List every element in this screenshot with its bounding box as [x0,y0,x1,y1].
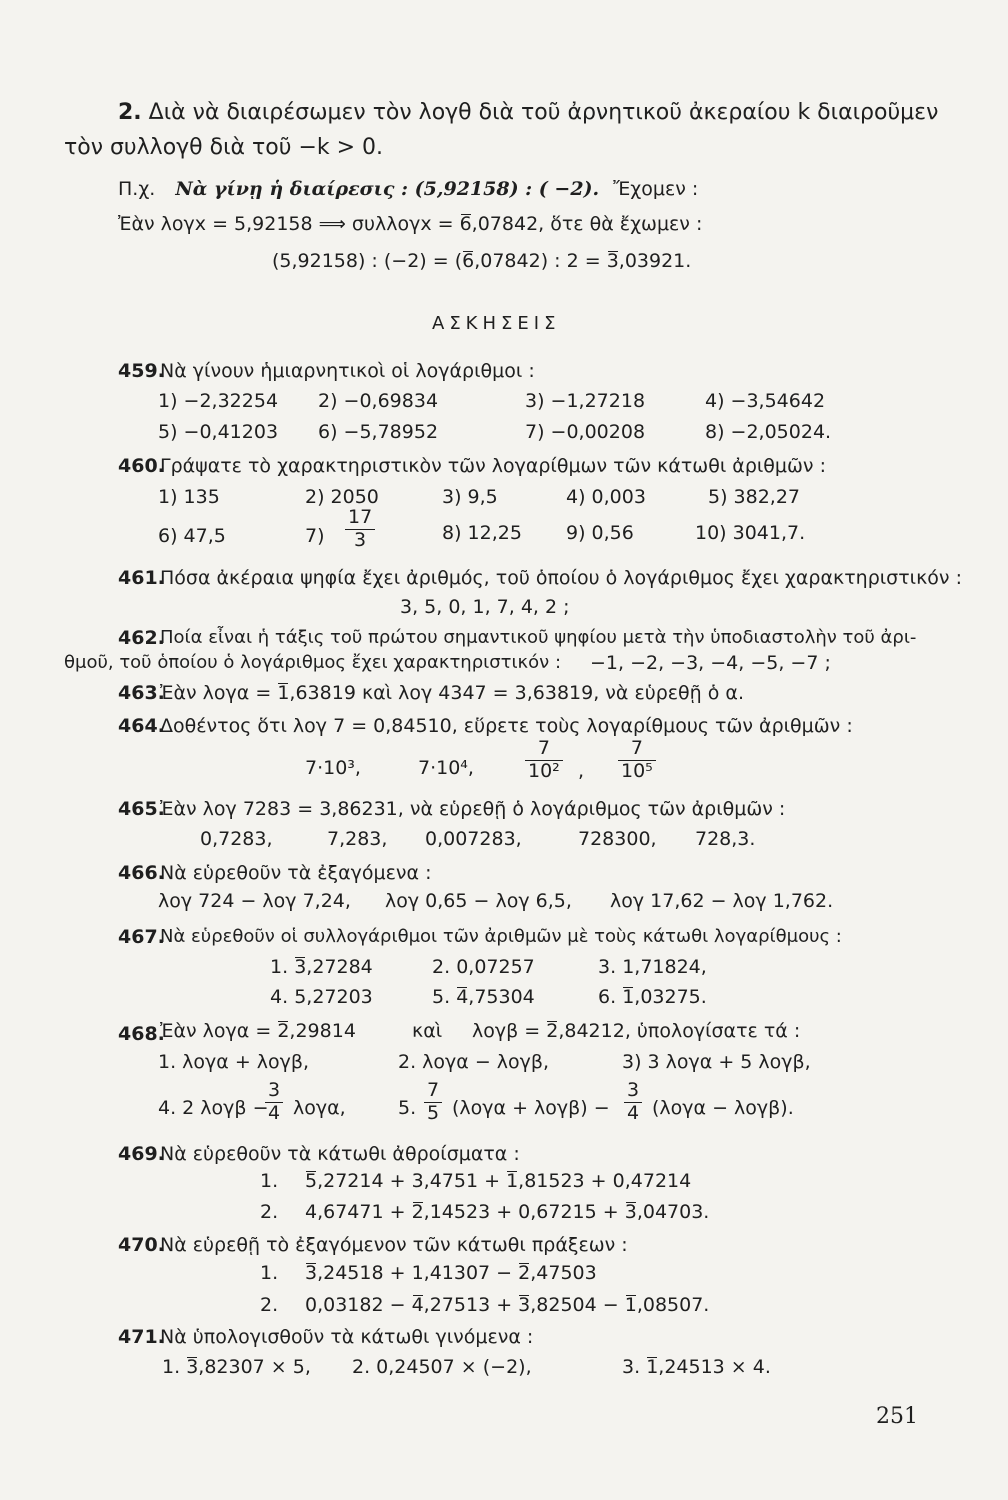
value: 3, 5, 0, 1, 7, 4, 2 ; [400,596,570,618]
exercise-text: Νὰ ὑπολογισθοῦν τὰ κάτωθι γινόμενα : [160,1326,534,1348]
value: λογ 724 − λογ 7,24, [158,890,351,912]
exercise-text: Ποία εἶναι ἡ τάξις τοῦ πρώτου σημαντικοῦ ψηφίου μετὰ τὴν ὑποδιαστολὴν τοῦ ἀρι- [160,627,917,648]
value: 7) −0,00208 [525,421,646,443]
example-header: Π.χ. Νὰ γίνῃ ἡ διαίρεσις : (5,92158) : ( −2). Ἔχομεν : [118,178,699,200]
example-line-1: Ἐὰν λογx = 5,92158 ⟹ συλλογx = 6,07842, ὅτε θὰ ἔχωμεν : [118,213,703,235]
example-line-2: (5,92158) : (−2) = (6,07842) : 2 = 3,03921. [272,250,692,272]
value: 728300, [578,828,657,850]
exercise-number: 464. [118,715,165,737]
value: 2. λογα − λογβ, [398,1051,550,1073]
value: 8) 12,25 [442,522,522,544]
value: 3. 1,71824, [598,956,707,978]
value: 0,03182 − 4,27513 + 3,82504 − 1,08507. [305,1294,710,1316]
value: 4) 0,003 [566,486,646,508]
value: 3) −1,27218 [525,390,646,412]
value: 0,7283, [200,828,273,850]
value: 5. [398,1097,417,1119]
exercise-number: 460. [118,455,165,477]
value: 5,27214 + 3,4751 + 1,81523 + 0,47214 [305,1170,692,1192]
exercise-number: 465. [118,798,165,820]
value: 6. 1,03275. [598,986,707,1008]
page-number: 251 [876,1404,918,1429]
exercise-text: Ἐὰν λογα = 1,63819 καὶ λογ 4347 = 3,63819, νὰ εὑρεθῇ ὁ α. [160,682,744,704]
value: 3) 3 λογα + 5 λογβ, [622,1051,811,1073]
value: 0,007283, [425,828,522,850]
exercise-text: Ἐὰν λογ 7283 = 3,86231, νὰ εὑρεθῇ ὁ λογάριθμος τῶν ἀριθμῶν : [160,798,786,820]
fraction: 3 4 [265,1080,283,1125]
value: 2. 0,24507 × (−2), [352,1356,532,1378]
value: 6) 47,5 [158,525,226,547]
value: 4,67471 + 2,14523 + 0,67215 + 3,04703. [305,1201,710,1223]
value: 1) 135 [158,486,220,508]
fraction: 7 10² [525,738,563,783]
value: 2. [260,1294,279,1316]
exercise-text: Γράψατε τὸ χαρακτηριστικὸν τῶν λογαρίθμων τῶν κάτωθι ἀριθμῶν : [160,455,826,477]
exercise-text: καὶ [412,1020,443,1042]
value: 1. 3,82307 × 5, [162,1356,311,1378]
exercise-number: 459. [118,360,165,382]
exercise-number: 467. [118,926,165,948]
value: 10) 3041,7. [695,522,806,544]
value: 2. 0,07257 [432,956,535,978]
value: 7·10⁴, [418,757,474,779]
exercise-text: Πόσα ἀκέραια ψηφία ἔχει ἀριθμός, τοῦ ὁποίου ὁ λογάριθμος ἔχει χαρακτηριστικόν : [160,567,962,589]
exercise-text: Νὰ εὑρεθοῦν οἱ συλλογάριθμοι τῶν ἀριθμῶν μὲ τοὺς κάτωθι λογαρίθμους : [160,926,842,947]
intro-line-1: 2. Διὰ νὰ διαιρέσωμεν τὸν λογθ διὰ τοῦ ἀρνητικοῦ ἀκεραίου k διαιροῦμεν [118,100,939,125]
comma: , [578,760,585,782]
exercise-number: 466. [118,862,165,884]
exercise-number: 462. [118,627,165,649]
value: 7·10³, [305,757,361,779]
value: (λογα + λογβ) − [452,1097,610,1119]
value: 1. [260,1262,279,1284]
exercise-number: 471. [118,1326,165,1348]
value: 7,283, [327,828,388,850]
fraction: 7 10⁵ [618,738,656,783]
fraction: 17 3 [345,507,375,552]
value: 1. λογα + λογβ, [158,1051,310,1073]
fraction: 7 5 [424,1080,442,1125]
value: −1, −2, −3, −4, −5, −7 ; [590,652,831,674]
value: 6) −5,78952 [318,421,439,443]
intro-line-2: τὸν συλλογθ διὰ τοῦ −k > 0. [64,135,384,160]
value: 3,24518 + 1,41307 − 2,47503 [305,1262,597,1284]
exercise-number: 463. [118,682,165,704]
exercise-text: λογβ = 2,84212, ὑπολογίσατε τά : [472,1020,801,1042]
exercise-number: 468. [118,1023,165,1045]
fraction: 3 4 [624,1080,642,1125]
exercise-text: Δοθέντος ὅτι λογ 7 = 0,84510, εὕρετε τοὺς λογαρίθμους τῶν ἀριθμῶν : [160,715,853,737]
value: (λογα − λογβ). [652,1097,794,1119]
value: 2) 2050 [305,486,379,508]
section-heading: ΑΣΚΗΣΕΙΣ [432,313,561,334]
value: 5) −0,41203 [158,421,279,443]
exercise-text: Νὰ εὑρεθοῦν τὰ κάτωθι ἀθροίσματα : [160,1143,520,1165]
value: 1) −2,32254 [158,390,279,412]
exercise-text: θμοῦ, τοῦ ὁποίου ὁ λογάριθμος ἔχει χαρακτηριστικόν : [64,652,562,673]
exercise-number: 461. [118,567,165,589]
exercise-text: Ἐὰν λογα = 2,29814 [160,1020,356,1042]
value: 1. 3,27284 [270,956,373,978]
value: 728,3. [695,828,756,850]
value: 3. 1,24513 × 4. [622,1356,771,1378]
exercise-text: Νὰ εὑρεθοῦν τὰ ἐξαγόμενα : [160,862,432,884]
value: 2. [260,1201,279,1223]
exercise-text: Νὰ γίνουν ἡμιαρνητικοὶ οἱ λογάριθμοι : [160,360,535,382]
value: λογα, [293,1097,346,1119]
value: 9) 0,56 [566,522,634,544]
value: 5) 382,27 [708,486,801,508]
value: 3) 9,5 [442,486,498,508]
value: 8) −2,05024. [705,421,832,443]
value: λογ 0,65 − λογ 6,5, [385,890,572,912]
exercise-number: 469. [118,1143,165,1165]
value: 4. 2 λογβ − [158,1097,269,1119]
value: 5. 4,75304 [432,986,535,1008]
value: 7) [305,525,325,547]
value: 2) −0,69834 [318,390,439,412]
value: 1. [260,1170,279,1192]
value: 4. 5,27203 [270,986,373,1008]
value: λογ 17,62 − λογ 1,762. [610,890,834,912]
exercise-number: 470. [118,1234,165,1256]
exercise-text: Νὰ εὑρεθῇ τὸ ἐξαγόμενον τῶν κάτωθι πράξεων : [160,1234,628,1256]
value: 4) −3,54642 [705,390,826,412]
